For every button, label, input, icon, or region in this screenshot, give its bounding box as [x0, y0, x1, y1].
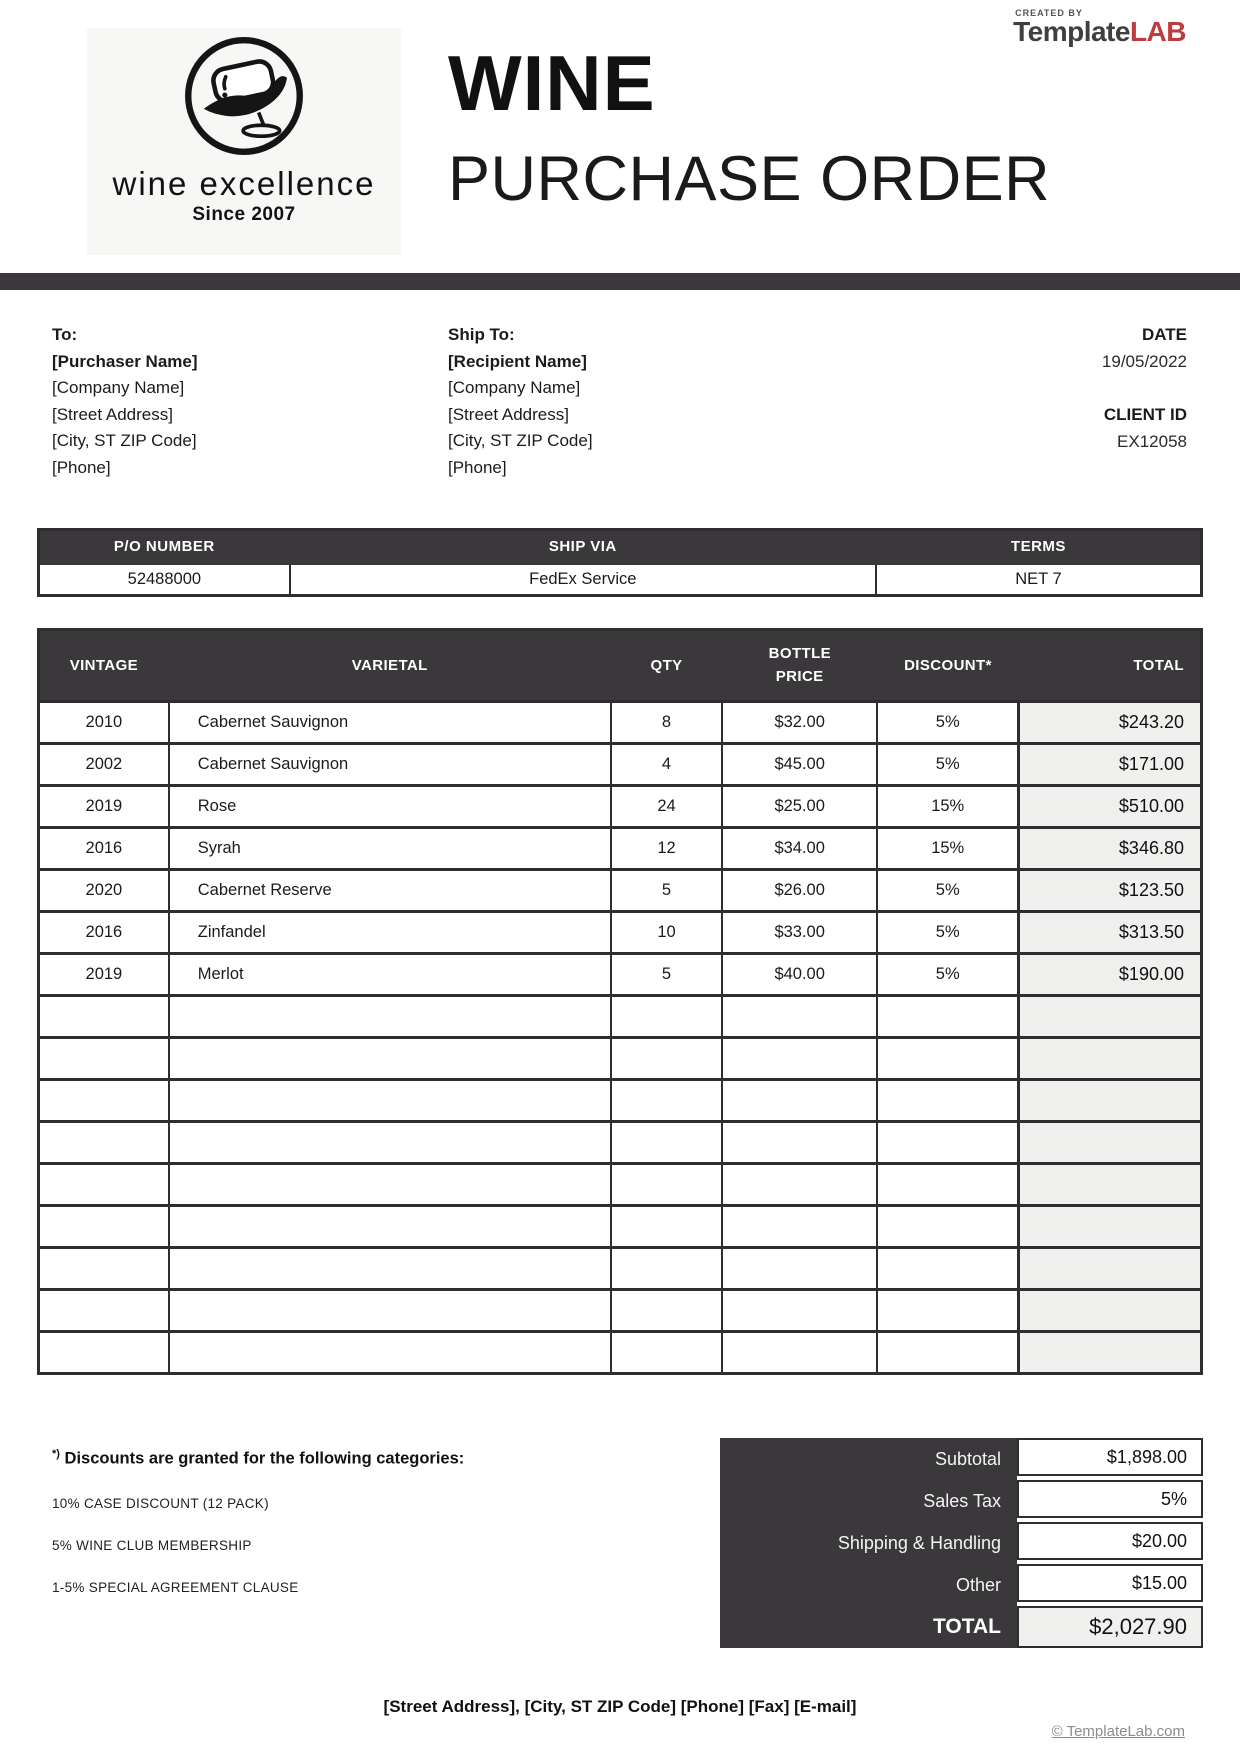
document-title: [448, 39, 1051, 214]
empty-table-row: [39, 1038, 1202, 1080]
cell-vintage: 2016: [39, 828, 169, 870]
vintage-header: VINTAGE: [39, 630, 169, 702]
addresses-section: [52, 322, 1187, 482]
totals-labels-panel: [720, 1438, 1017, 1648]
terms-header: TERMS: [876, 530, 1202, 564]
empty-table-row: [39, 1122, 1202, 1164]
recipient-phone: [Phone]: [448, 457, 507, 477]
po-info-table: [37, 528, 1203, 597]
cell-qty: 4: [611, 744, 723, 786]
cell-qty: 5: [611, 954, 723, 996]
totals-summary-box: [720, 1438, 1203, 1648]
date-clientid-block: [967, 322, 1187, 482]
po-number-value: 52488000: [39, 564, 290, 596]
bottom-section: [52, 1438, 1203, 1648]
recipient-city: [City, ST ZIP Code]: [448, 431, 593, 450]
cell-price: $40.00: [722, 954, 877, 996]
cell-total: $510.00: [1019, 786, 1202, 828]
wine-excellence-logo: [87, 28, 401, 255]
cell-total: $346.80: [1019, 828, 1202, 870]
cell-discount: 15%: [877, 786, 1019, 828]
cell-price: $26.00: [722, 870, 877, 912]
purchaser-name: [Purchaser Name]: [52, 351, 198, 371]
recipient-name: [Recipient Name]: [448, 351, 587, 371]
totals-values-panel: [1017, 1438, 1203, 1648]
cell-discount: 5%: [877, 702, 1019, 744]
client-id-label: CLIENT ID: [1103, 405, 1187, 424]
cell-total: $190.00: [1019, 954, 1202, 996]
cell-discount: 5%: [877, 870, 1019, 912]
divider-banner: [0, 273, 1240, 290]
cell-vintage: 2019: [39, 954, 169, 996]
empty-table-row: [39, 1248, 1202, 1290]
logo-name: wine excellence: [112, 165, 376, 202]
recipient-company: [Company Name]: [448, 378, 581, 397]
discount-notes-heading: *) Discounts are granted for the following categories:: [52, 1448, 465, 1468]
to-address-block: [52, 322, 448, 482]
grand-total-value: $2,027.90: [1017, 1606, 1203, 1648]
templatelab-logo: [1013, 8, 1186, 46]
cell-price: $45.00: [722, 744, 877, 786]
grand-total-label: TOTAL: [932, 1615, 1001, 1638]
ship-to-address-block: [448, 322, 844, 482]
discount-note-item: 5% WINE CLUB MEMBERSHIP: [52, 1537, 252, 1553]
cell-varietal: Merlot: [169, 954, 611, 996]
brand-name-red: LAB: [1129, 16, 1186, 47]
cell-varietal: Rose: [169, 786, 611, 828]
table-row: [39, 912, 1202, 954]
hand-holding-wine-glass-icon: [180, 32, 308, 160]
client-id-value: EX12058: [1117, 431, 1187, 451]
cell-vintage: 2019: [39, 786, 169, 828]
discount-note-item: 10% CASE DISCOUNT (12 PACK): [52, 1495, 269, 1511]
varietal-header: VARIETAL: [169, 630, 611, 702]
other-value: $15.00: [1017, 1564, 1203, 1602]
terms-value: NET 7: [876, 564, 1202, 596]
brand-name-dark: Template: [1013, 16, 1130, 47]
order-table-header-row: [39, 630, 1202, 702]
empty-table-row: [39, 996, 1202, 1038]
date-value: 19/05/2022: [1101, 351, 1187, 371]
cell-varietal: Syrah: [169, 828, 611, 870]
sales-tax-value: 5%: [1017, 1480, 1203, 1518]
templatelab-copyright-link[interactable]: © TemplateLab.com: [1051, 1723, 1185, 1740]
table-row: [39, 870, 1202, 912]
ship-to-label: Ship To:: [448, 325, 515, 344]
ship-via-value: FedEx Service: [290, 564, 876, 596]
cell-total: $123.50: [1019, 870, 1202, 912]
cell-vintage: 2020: [39, 870, 169, 912]
header: [0, 0, 1240, 273]
total-header: TOTAL: [1019, 630, 1202, 702]
table-row: [39, 954, 1202, 996]
cell-qty: 8: [611, 702, 723, 744]
po-info-value-row: [39, 564, 1202, 596]
cell-qty: 10: [611, 912, 723, 954]
cell-total: $313.50: [1019, 912, 1202, 954]
cell-varietal: Zinfandel: [169, 912, 611, 954]
discount-notes: [52, 1438, 720, 1648]
logo-since: Since 2007: [192, 204, 296, 225]
ship-via-header: SHIP VIA: [290, 530, 876, 564]
purchaser-company: [Company Name]: [52, 378, 185, 397]
po-info-header-row: [39, 530, 1202, 564]
other-label: Other: [955, 1574, 1001, 1595]
bottle-price-header: BOTTLE PRICE: [722, 630, 877, 702]
cell-total: $243.20: [1019, 702, 1202, 744]
shipping-handling-label: Shipping & Handling: [837, 1532, 1001, 1553]
cell-vintage: 2016: [39, 912, 169, 954]
empty-table-row: [39, 1290, 1202, 1332]
table-row: [39, 744, 1202, 786]
created-by-label: CREATED BY: [1015, 8, 1083, 18]
discount-note-item: 1-5% SPECIAL AGREEMENT CLAUSE: [52, 1579, 299, 1595]
title-line-2: PURCHASE ORDER: [448, 144, 1051, 214]
table-row: [39, 828, 1202, 870]
cell-qty: 24: [611, 786, 723, 828]
qty-header: QTY: [611, 630, 723, 702]
cell-discount: 5%: [877, 954, 1019, 996]
cell-discount: 5%: [877, 744, 1019, 786]
empty-table-row: [39, 1206, 1202, 1248]
to-label: To:: [52, 325, 78, 344]
cell-price: $33.00: [722, 912, 877, 954]
cell-total: $171.00: [1019, 744, 1202, 786]
cell-varietal: Cabernet Sauvignon: [169, 702, 611, 744]
cell-price: $34.00: [722, 828, 877, 870]
po-number-header: P/O NUMBER: [39, 530, 290, 564]
table-row: [39, 786, 1202, 828]
subtotal-value: $1,898.00: [1017, 1438, 1203, 1476]
asterisk-marker: *): [52, 1448, 60, 1460]
empty-table-row: [39, 1332, 1202, 1374]
title-line-1: WINE: [448, 39, 656, 127]
date-label: DATE: [1141, 325, 1187, 344]
purchaser-city: [City, ST ZIP Code]: [52, 431, 197, 450]
cell-varietal: Cabernet Sauvignon: [169, 744, 611, 786]
cell-qty: 5: [611, 870, 723, 912]
table-row: [39, 702, 1202, 744]
purchaser-phone: [Phone]: [52, 457, 111, 477]
cell-price: $32.00: [722, 702, 877, 744]
cell-price: $25.00: [722, 786, 877, 828]
order-items-table: [37, 628, 1203, 1375]
cell-varietal: Cabernet Reserve: [169, 870, 611, 912]
cell-discount: 5%: [877, 912, 1019, 954]
cell-discount: 15%: [877, 828, 1019, 870]
footer-contact-line: [Street Address], [City, ST ZIP Code] [Phone] [Fax] [E-mail]: [383, 1697, 857, 1716]
purchaser-street: [Street Address]: [52, 404, 173, 424]
cell-qty: 12: [611, 828, 723, 870]
cell-vintage: 2010: [39, 702, 169, 744]
recipient-street: [Street Address]: [448, 404, 569, 424]
discount-header: DISCOUNT*: [877, 630, 1019, 702]
sales-tax-label: Sales Tax: [923, 1490, 1001, 1511]
empty-table-row: [39, 1080, 1202, 1122]
subtotal-label: Subtotal: [934, 1448, 1001, 1469]
shipping-handling-value: $20.00: [1017, 1522, 1203, 1560]
cell-vintage: 2002: [39, 744, 169, 786]
empty-table-row: [39, 1164, 1202, 1206]
